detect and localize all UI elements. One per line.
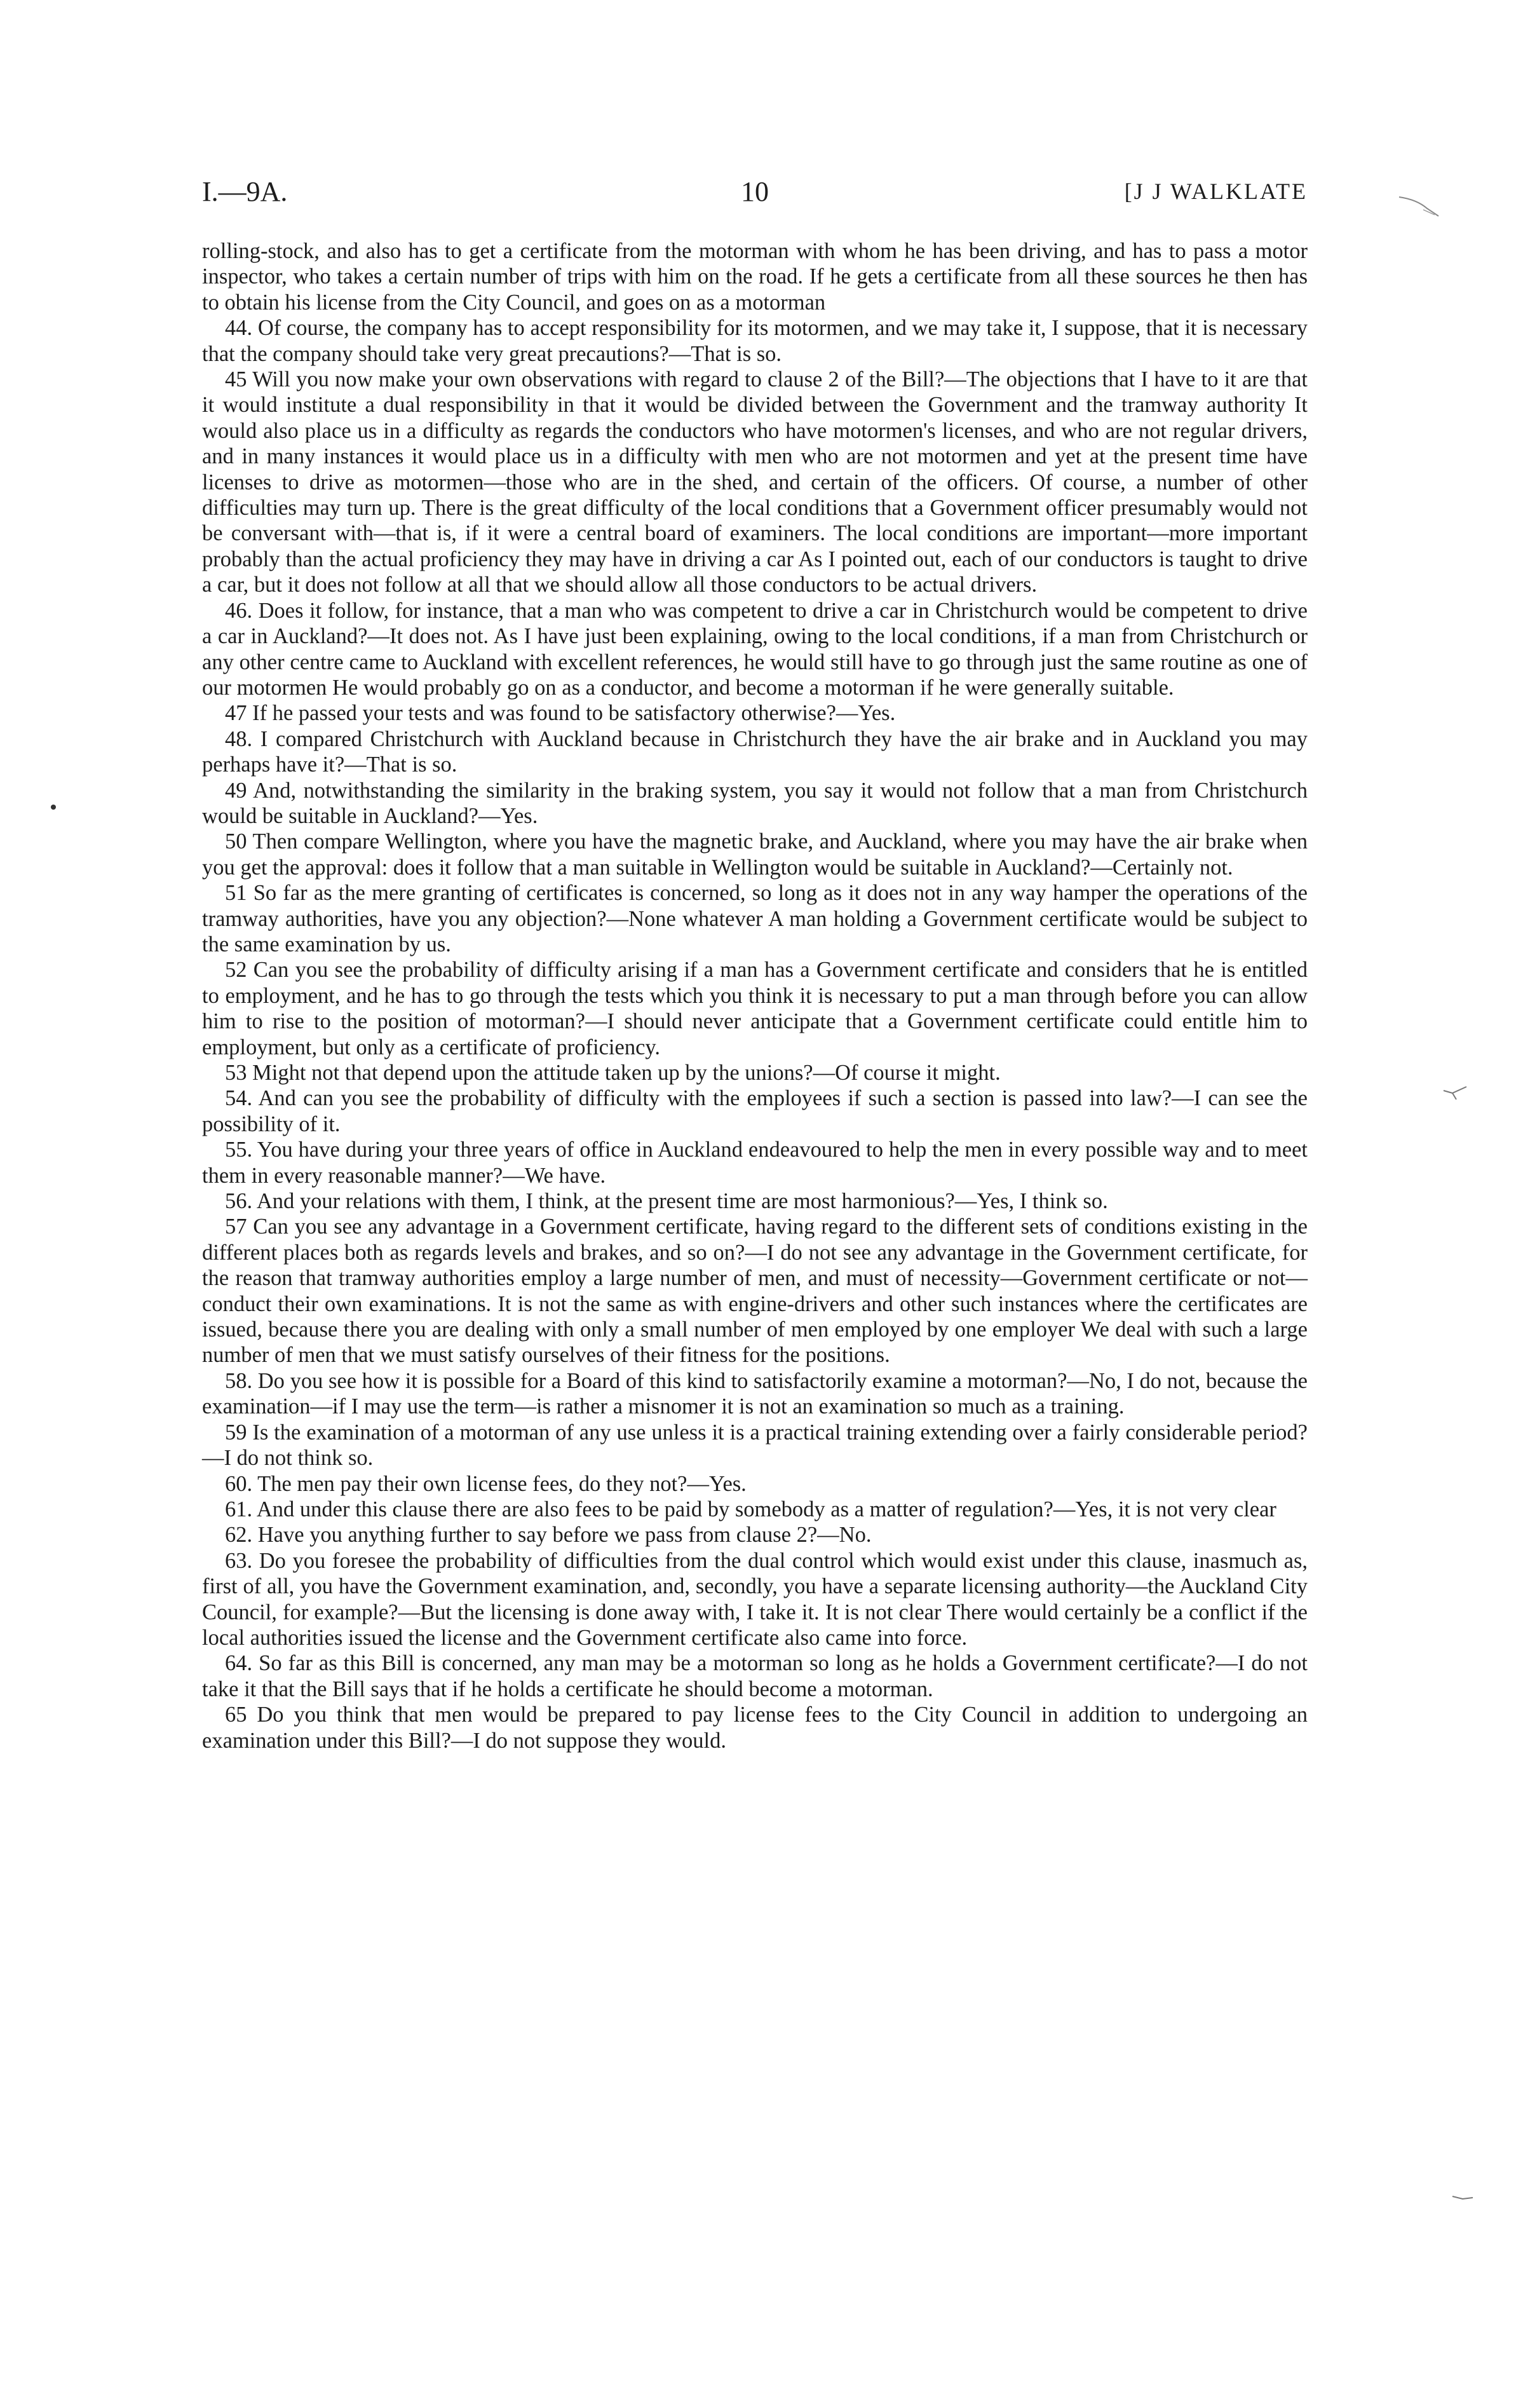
paragraph-q56: 56. And your relations with them, I think, at the present time are most harmonious?—Yes, I think so. <box>225 1189 1108 1214</box>
paragraph-q59: 59 Is the examination of a motorman of any use unless it is a practical training extending over a fairly considerable period?—I do not think so. <box>202 1420 1308 1471</box>
paragraph-q57: 57 Can you see any advantage in a Government certificate, having regard to the different sets of conditions existing in the different places both as regards levels and brakes, and so on?—I do not see any advantage in the Government certificate, for the reason that tramway authorities employ a large number of men, and must of necessity—Government certificate or not—conduct their own examinations. It is not the same as with engine-drivers and other such instances where the certificates are issued, because there you are dealing with only a small number of men employed by one employer We deal with such a large number of men that we must satisfy ourselves of their fitness for the positions. <box>202 1214 1308 1368</box>
paragraph-q65: 65 Do you think that men would be prepared to pay license fees to the City Council in addition to undergoing an examination under this Bill?—I do not suppose they would. <box>202 1703 1308 1753</box>
paragraph-q54: 54. And can you see the probability of difficulty with the employees if such a section is passed into law?—I can see the possibility of it. <box>202 1086 1308 1136</box>
paragraph-q49: 49 And, notwithstanding the similarity in the braking system, you say it would not follow that a man from Christchurch would be suitable in Auckland?—Yes. <box>202 778 1308 828</box>
paragraph-q58: 58. Do you see how it is possible for a Board of this kind to satisfactorily examine a motorman?—No, I do not, because the examination—if I may use the term—is rather a misnomer it is not an examination so much as a training. <box>202 1368 1308 1419</box>
paragraph-q60: 60. The men pay their own license fees, do they not?—Yes. <box>225 1471 747 1496</box>
paragraph-q50: 50 Then compare Wellington, where you have the magnetic brake, and Auckland, where you may have the air brake when you get the approval: does it follow that a man suitable in Wellington would be suitable in Auckland?—Certainly not. <box>202 829 1308 880</box>
paragraph-q63: 63. Do you foresee the probability of difficulties from the dual control which would exist under this clause, inasmuch as, first of all, you have the Government examination, and, secondly, you have a separate licensing authority—the Auckland City Council, for example?—But the licensing is done away with, I take it. It is not clear There would certainly be a conflict if the local authorities issued the license and the Government certificate also came into force. <box>202 1548 1308 1650</box>
paragraph-q44: 44. Of course, the company has to accept responsibility for its motormen, and we may take it, I suppose, that it is necessary that the company should take very great precautions?—That is so. <box>202 316 1308 366</box>
paragraph-q46: 46. Does it follow, for instance, that a man who was competent to drive a car in Christchurch would be competent to drive a car in Auckland?—It does not. As I have just been explaining, owing to the local conditions, if a man from Christchurch or any other centre came to Auckland with excellent references, he would still have to go through just the same routine as one of our motormen He would probably go on as a conductor, and become a motorman if he were generally suitable. <box>202 598 1308 700</box>
margin-bullet-mark <box>51 805 56 810</box>
paragraph-q64: 64. So far as this Bill is concerned, any man may be a motorman so long as he holds a Government certificate?—I do not take it that the Bill says that if he holds a certificate he should become a motorman. <box>202 1651 1308 1701</box>
margin-scan-mark-bottom <box>1451 2191 1477 2207</box>
margin-scan-mark-top <box>1398 191 1442 222</box>
paper-reference: I.—9A. <box>202 176 288 207</box>
paragraph-q61: 61. And under this clause there are also fees to be paid by somebody as a matter of regulation?—Yes, it is not very clear <box>225 1497 1276 1521</box>
paragraph-q62: 62. Have you anything further to say before we pass from clause 2?—No. <box>225 1523 872 1548</box>
paragraph-q47: 47 If he passed your tests and was found to be satisfactory otherwise?—Yes. <box>225 701 896 726</box>
paragraph-q51: 51 So far as the mere granting of certificates is concerned, so long as it does not in any way hamper the operations of the tramway authorities, have you any objection?—None whatever A man holding a Government certificate would be subject to the same examination by us. <box>202 881 1308 956</box>
margin-scan-mark-middle <box>1441 1080 1473 1106</box>
paragraph-continuation: rolling-stock, and also has to get a certificate from the motorman with whom he has been driving, and has to pass a motor inspector, who takes a certain number of trips with him on the road. If he gets a certificate from all these sources he then has to obtain his license from the City Council, and goes on as a motorman <box>202 239 1308 315</box>
paragraph-q45: 45 Will you now make your own observations with regard to clause 2 of the Bill?—The objections that I have to it are that it would institute a dual responsibility in that it would be divided between the Government and the tramway authority It would also place us in a difficulty as regards the conductors who have motormen's licenses, and who are not regular drivers, and in many instances it would place us in a difficulty with men who are not motormen and yet at the present time have licenses to drive as motormen—those who are in the shed, and certain of the officers. Of course, a number of other difficulties may turn up. There is the great difficulty of the local conditions that a Government officer presumably would not be conversant with—that is, if it were a central board of examiners. The local conditions are important—more important probably than the actual proficiency they may have in driving a car As I pointed out, each of our conductors is taught to drive a car, but it does not follow at all that we should allow all those conductors to be actual drivers. <box>202 367 1308 597</box>
page-body <box>202 238 1308 1753</box>
paragraph-q55: 55. You have during your three years of office in Auckland endeavoured to help the men in every possible way and to meet them in every reasonable manner?—We have. <box>202 1138 1308 1188</box>
paragraph-q53: 53 Might not that depend upon the attitude taken up by the unions?—Of course it might. <box>225 1061 1001 1085</box>
paragraph-q48: 48. I compared Christchurch with Auckland because in Christchurch they have the air brake and in Auckland you may perhaps have it?—That is so. <box>202 726 1308 777</box>
page-number: 10 <box>741 176 769 207</box>
page-header <box>202 175 1308 214</box>
paragraph-q52: 52 Can you see the probability of difficulty arising if a man has a Government certificate and considers that he is entitled to employment, and he has to go through the tests which you think it is necessary to put a man through before you can allow him to rise to the position of motorman?—I should never anticipate that a Government certificate could entitle him to employment, but only as a certificate of proficiency. <box>202 958 1308 1059</box>
witness-name: [J J WALKLATE <box>1124 179 1308 204</box>
